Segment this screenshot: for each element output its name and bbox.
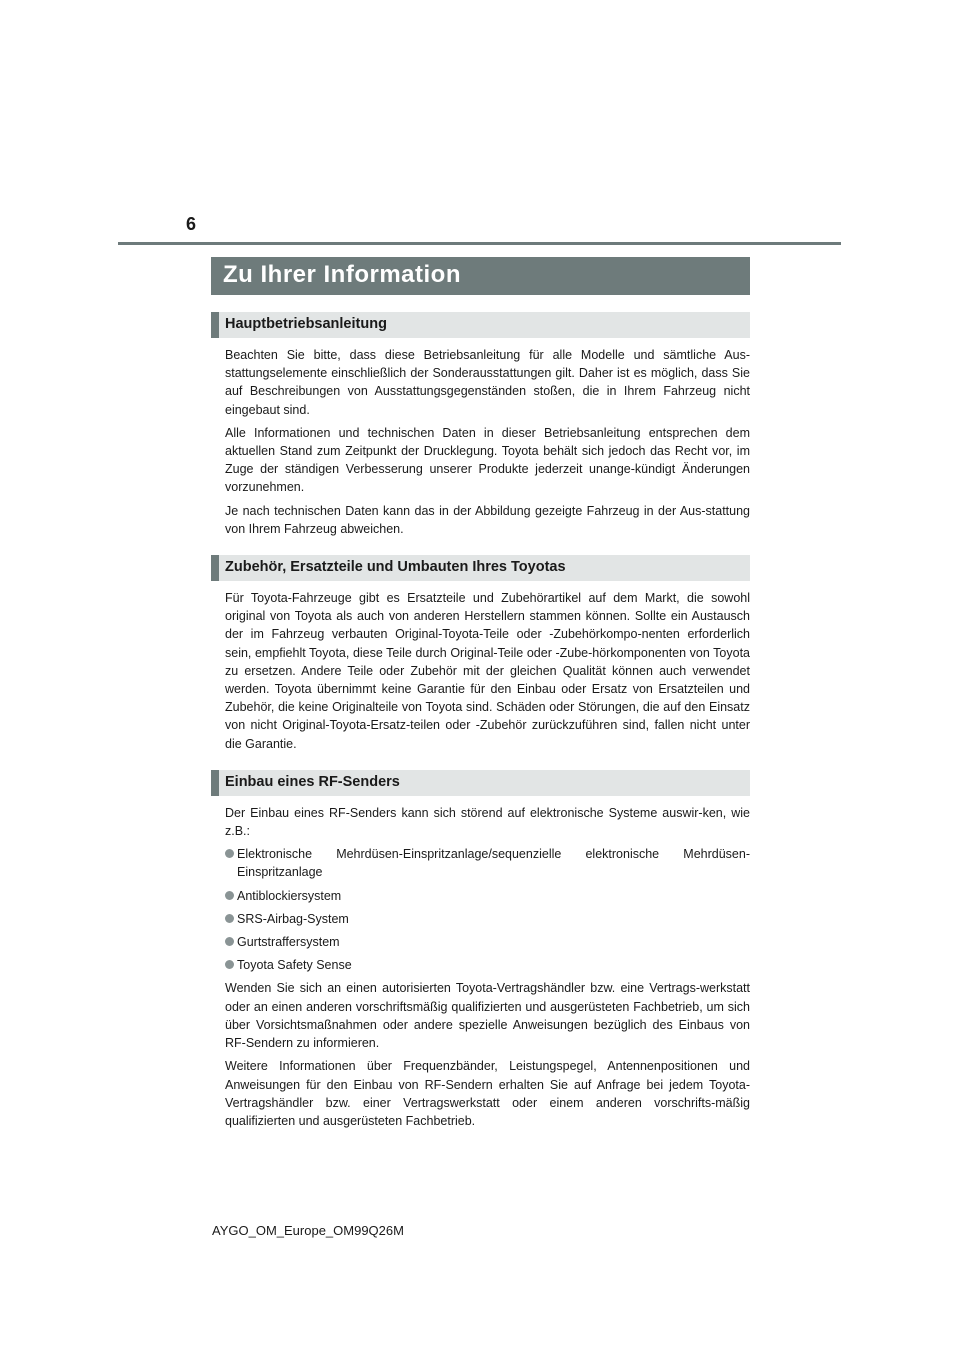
list-item: [225, 933, 750, 951]
section-header-hauptbetriebsanleitung: [211, 312, 750, 338]
paragraph: Wenden Sie sich an einen autorisierten Toyota-Vertragshändler bzw. eine Vertrags-werkstatt oder an einen anderen vorschriftsmäßig qualifizierten und ausgerüsteten Fachbetrieb, um sich über Vorsichtsmaßnahmen oder andere spezielle Anweisungen bezüglich des Einbaus von RF-Sendern zu informieren.: [225, 981, 750, 1051]
list-item-text: Gurtstraffersystem: [237, 935, 340, 950]
list-item-text: SRS-Airbag-System: [237, 911, 349, 926]
header-rule: [118, 242, 841, 245]
paragraph: Je nach technischen Daten kann das in der Abbildung gezeigte Fahrzeug in der Aus-stattung von Ihrem Fahrzeug abweichen.: [225, 503, 750, 536]
paragraph: Weitere Informationen über Frequenzbänder, Leistungspegel, Antennenpositionen und Anweisungen für den Einbau von RF-Sendern erhalten Sie auf Anfrage bei jedem Toyota-Vertragshändler bzw. einer Vertragswerkstatt oder einem anderen vorschrifts-mäßig qualifizierten und ausgerüsteten Fachbetrieb.: [225, 1059, 750, 1128]
list-item: [225, 956, 750, 974]
page-number: 6: [186, 214, 197, 234]
chapter-title: Zu Ihrer Information: [223, 261, 461, 288]
bullet-icon: [225, 891, 234, 900]
paragraph: Für Toyota-Fahrzeuge gibt es Ersatzteile und Zubehörartikel auf dem Markt, die sowohl original von Toyota als auch von anderen Herstellern stammen können. Sollte ein Austausch der im Fahrzeug verbauten Original-Toyota-Teile oder -Zubehörkompo-nenten erforderlich sein, empfiehlt Toyota, diese Teile durch Original-Teile oder -Zube-hörkomponenten von Toyota zu ersetzen. Andere Teile oder Zubehör mit der gleichen Qualität können auch verwendet werden. Toyota übernimmt keine Garantie für den Einbau oder Ersatz von Ersatzteilen und Zubehör, die keine Originalteile von Toyota sind. Schäden oder Störungen, die auf den Einsatz von nicht Original-Toyota-Ersatz-teilen oder -Zubehör zurückzuführen sind, fallen nicht unter die Garantie.: [225, 591, 750, 751]
paragraph: Der Einbau eines RF-Senders kann sich störend auf elektronische Systeme auswir-ken, wie z.B.:: [225, 805, 750, 839]
paragraph: Beachten Sie bitte, dass diese Betriebsanleitung für alle Modelle und sämtliche Aus-stattungselemente einschließlich der Sonderausstattungen gilt. Daher ist es möglich, dass Sie auf Beschreibungen von Ausstattungsgegenständen stoßen, die in Ihrem Fahrzeug nicht eingebaut sind.: [225, 348, 750, 417]
page-content: [211, 312, 750, 1135]
bullet-icon: [225, 849, 234, 858]
list-item: [225, 845, 750, 881]
list-item: [225, 910, 750, 928]
section-body: [211, 346, 750, 538]
section-body: [211, 589, 750, 753]
list-item: [225, 887, 750, 905]
bullet-icon: [225, 960, 234, 969]
bullet-icon: [225, 937, 234, 946]
section-title: Einbau eines RF-Senders: [225, 773, 400, 790]
paragraph: Alle Informationen und technischen Daten in dieser Betriebsanleitung entsprechen dem aktuellen Stand zum Zeitpunkt der Drucklegung. Toyota behält sich jedoch das Recht vor, im Zuge der ständigen Verbesserung unserer Produkte jederzeit unange-kündigt Änderungen vorzunehmen.: [225, 425, 750, 495]
section-title: Zubehör, Ersatzteile und Umbauten Ihres Toyotas: [225, 559, 566, 576]
list-item-text: Elektronische Mehrdüsen-Einspritzanlage/sequenzielle elektronische Mehrdüsen-Einspritzanlage: [237, 847, 750, 880]
list-item-text: Antiblockiersystem: [237, 888, 342, 903]
section-title: Hauptbetriebsanleitung: [225, 316, 387, 332]
list-item-text: Toyota Safety Sense: [237, 958, 352, 973]
chapter-title-bar: [211, 257, 750, 295]
bullet-icon: [225, 914, 234, 923]
section-body: [211, 804, 750, 1130]
section-header-rf-sender: [211, 770, 750, 796]
section-header-zubehoer: [211, 555, 750, 581]
document-footer: AYGO_OM_Europe_OM99Q26M: [212, 1223, 404, 1238]
